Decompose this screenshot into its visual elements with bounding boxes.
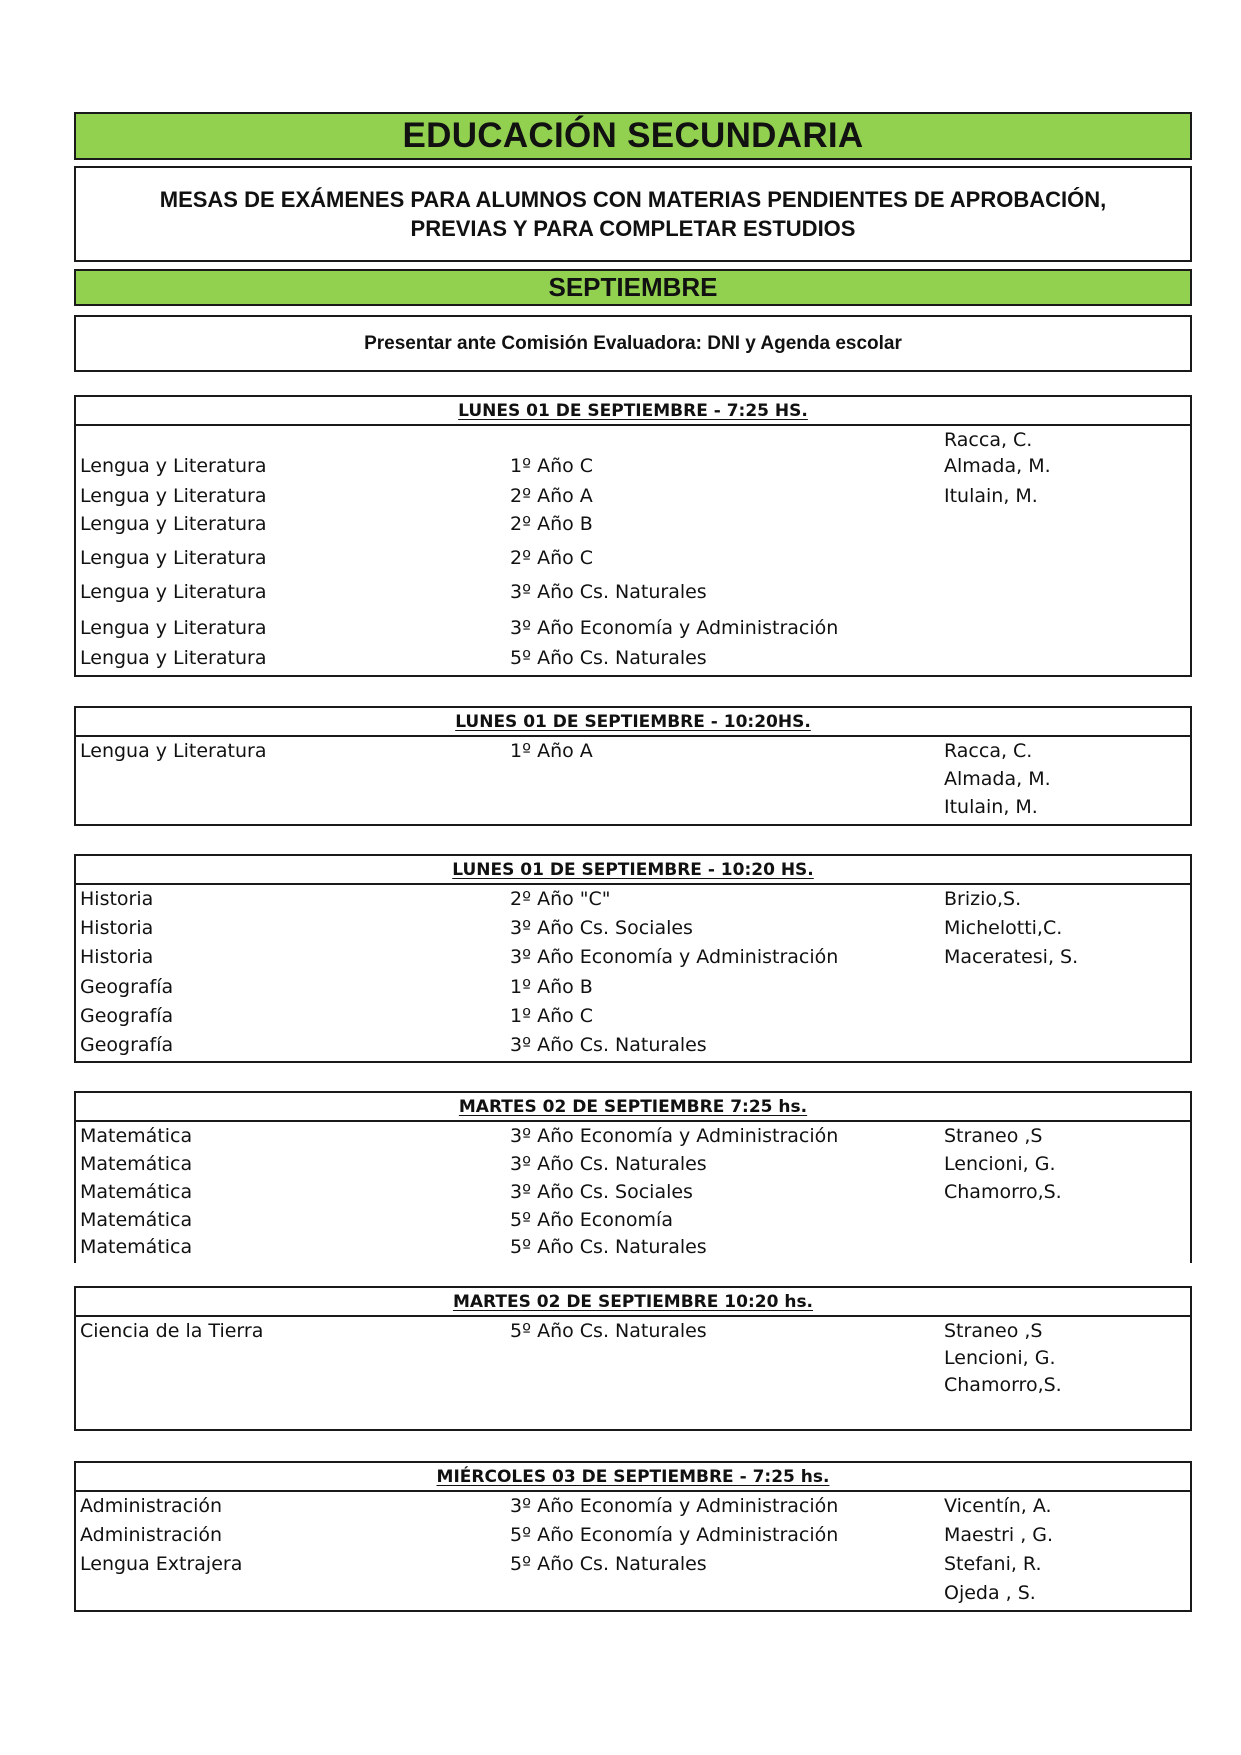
- course-cell: 1º Año A: [510, 740, 593, 762]
- exam-session: [74, 395, 1192, 677]
- teacher-cell: Almada, M.: [944, 455, 1051, 477]
- course-cell: 5º Año Cs. Naturales: [510, 1236, 707, 1258]
- exam-row: [76, 644, 1190, 672]
- teacher-cell: Maestri , G.: [944, 1524, 1054, 1546]
- exam-row: [76, 1579, 1190, 1607]
- course-cell: 2º Año C: [510, 547, 594, 569]
- exam-session: [74, 1461, 1192, 1612]
- exam-row: [76, 482, 1190, 510]
- subtitle-line-1: MESAS DE EXÁMENES PARA ALUMNOS CON MATERIAS PENDIENTES DE APROBACIÓN,: [159, 187, 1107, 212]
- course-cell: 2º Año B: [510, 513, 593, 535]
- exam-session-header: MARTES 02 DE SEPTIEMBRE 10:20 hs.: [76, 1288, 1190, 1317]
- subject-cell: Matemática: [80, 1209, 193, 1231]
- course-cell: 5º Año Cs. Naturales: [510, 1553, 707, 1575]
- exam-row: [76, 1344, 1190, 1372]
- exam-row: [76, 544, 1190, 572]
- exam-session-header: MIÉRCOLES 03 DE SEPTIEMBRE - 7:25 hs.: [76, 1463, 1190, 1492]
- exam-row: [76, 1122, 1190, 1150]
- course-cell: 3º Año Cs. Naturales: [510, 1153, 707, 1175]
- subject-cell: Matemática: [80, 1125, 193, 1147]
- exam-row: [76, 1371, 1190, 1399]
- page-title: [74, 112, 1192, 160]
- page-subtitle: [74, 166, 1192, 262]
- course-cell: 5º Año Cs. Naturales: [510, 1320, 707, 1342]
- teacher-cell: Lencioni, G.: [944, 1153, 1056, 1175]
- exam-session-header: LUNES 01 DE SEPTIEMBRE - 10:20HS.: [76, 708, 1190, 737]
- subject-cell: Matemática: [80, 1153, 193, 1175]
- subject-cell: Administración: [80, 1524, 223, 1546]
- subject-cell: Geografía: [80, 1034, 174, 1056]
- exam-row: [76, 452, 1190, 480]
- teacher-cell: Itulain, M.: [944, 796, 1038, 818]
- subject-cell: Lengua y Literatura: [80, 547, 267, 569]
- course-cell: 1º Año B: [510, 976, 593, 998]
- teacher-cell: Almada, M.: [944, 768, 1051, 790]
- exam-row: [76, 1031, 1190, 1059]
- page-title-text: EDUCACIÓN SECUNDARIA: [402, 116, 864, 155]
- subtitle-line-2: PREVIAS Y PARA COMPLETAR ESTUDIOS: [410, 216, 856, 241]
- subject-cell: Lengua y Literatura: [80, 581, 267, 603]
- exam-row: [76, 737, 1190, 765]
- exam-row: [76, 614, 1190, 642]
- teacher-cell: Itulain, M.: [944, 485, 1038, 507]
- course-cell: 1º Año C: [510, 455, 594, 477]
- requirements-note: [74, 315, 1192, 372]
- exam-row: [76, 1206, 1190, 1234]
- subject-cell: Lengua y Literatura: [80, 617, 267, 639]
- exam-row: [76, 1492, 1190, 1520]
- month-text: SEPTIEMBRE: [548, 272, 718, 302]
- course-cell: 2º Año A: [510, 485, 593, 507]
- exam-row: [76, 973, 1190, 1001]
- subject-cell: Lengua y Literatura: [80, 455, 267, 477]
- course-cell: 1º Año C: [510, 1005, 594, 1027]
- teacher-cell: Michelotti,C.: [944, 917, 1063, 939]
- teacher-cell: Straneo ,S: [944, 1320, 1043, 1342]
- subject-cell: Historia: [80, 917, 154, 939]
- exam-row: [76, 1521, 1190, 1549]
- exam-row: [76, 765, 1190, 793]
- course-cell: 3º Año Cs. Sociales: [510, 917, 693, 939]
- subject-cell: Lengua y Literatura: [80, 513, 267, 535]
- exam-row: [76, 1178, 1190, 1206]
- course-cell: 3º Año Cs. Naturales: [510, 581, 707, 603]
- teacher-cell: Chamorro,S.: [944, 1374, 1062, 1396]
- exam-row: [76, 510, 1190, 538]
- teacher-cell: Lencioni, G.: [944, 1347, 1056, 1369]
- exam-session-header: MARTES 02 DE SEPTIEMBRE 7:25 hs.: [76, 1093, 1190, 1122]
- subject-cell: Historia: [80, 946, 154, 968]
- subject-cell: Ciencia de la Tierra: [80, 1320, 264, 1342]
- subject-cell: Geografía: [80, 976, 174, 998]
- exam-row: [76, 885, 1190, 913]
- teacher-cell: Straneo ,S: [944, 1125, 1043, 1147]
- exam-session: [74, 1286, 1192, 1431]
- course-cell: 3º Año Economía y Administración: [510, 617, 839, 639]
- subject-cell: Lengua y Literatura: [80, 485, 267, 507]
- exam-session: [74, 854, 1192, 1063]
- subject-cell: Geografía: [80, 1005, 174, 1027]
- teacher-cell: Racca, C.: [944, 740, 1033, 762]
- subject-cell: Administración: [80, 1495, 223, 1517]
- month-banner: [74, 269, 1192, 306]
- subject-cell: Lengua y Literatura: [80, 740, 267, 762]
- exam-row: [76, 793, 1190, 821]
- teacher-cell: Racca, C.: [944, 429, 1033, 451]
- exam-row: [76, 578, 1190, 606]
- exam-row: [76, 1002, 1190, 1030]
- exam-row: [76, 1233, 1190, 1261]
- requirements-note-text: Presentar ante Comisión Evaluadora: DNI y Agenda escolar: [364, 332, 902, 354]
- exam-session-header: LUNES 01 DE SEPTIEMBRE - 7:25 HS.: [76, 397, 1190, 426]
- teacher-cell: Vicentín, A.: [944, 1495, 1052, 1517]
- exam-row: [76, 1550, 1190, 1578]
- exam-session-header: LUNES 01 DE SEPTIEMBRE - 10:20 HS.: [76, 856, 1190, 885]
- course-cell: 3º Año Cs. Naturales: [510, 1034, 707, 1056]
- subject-cell: Lengua y Literatura: [80, 647, 267, 669]
- course-cell: 3º Año Economía y Administración: [510, 1125, 839, 1147]
- exam-session: [74, 706, 1192, 826]
- teacher-cell: Brizio,S.: [944, 888, 1022, 910]
- exam-row: [76, 943, 1190, 971]
- exam-session: [74, 1091, 1192, 1263]
- course-cell: 3º Año Economía y Administración: [510, 946, 839, 968]
- course-cell: 3º Año Cs. Sociales: [510, 1181, 693, 1203]
- teacher-cell: Ojeda , S.: [944, 1582, 1036, 1604]
- exam-row: [76, 1150, 1190, 1178]
- exam-row: [76, 914, 1190, 942]
- exam-row: [76, 426, 1190, 454]
- course-cell: 5º Año Economía: [510, 1209, 673, 1231]
- exam-row: [76, 1317, 1190, 1345]
- course-cell: 3º Año Economía y Administración: [510, 1495, 839, 1517]
- subject-cell: Matemática: [80, 1181, 193, 1203]
- course-cell: 5º Año Economía y Administración: [510, 1524, 839, 1546]
- course-cell: 2º Año "C": [510, 888, 611, 910]
- teacher-cell: Maceratesi, S.: [944, 946, 1079, 968]
- subject-cell: Matemática: [80, 1236, 193, 1258]
- course-cell: 5º Año Cs. Naturales: [510, 647, 707, 669]
- subject-cell: Lengua Extrajera: [80, 1553, 243, 1575]
- subject-cell: Historia: [80, 888, 154, 910]
- teacher-cell: Stefani, R.: [944, 1553, 1042, 1575]
- teacher-cell: Chamorro,S.: [944, 1181, 1062, 1203]
